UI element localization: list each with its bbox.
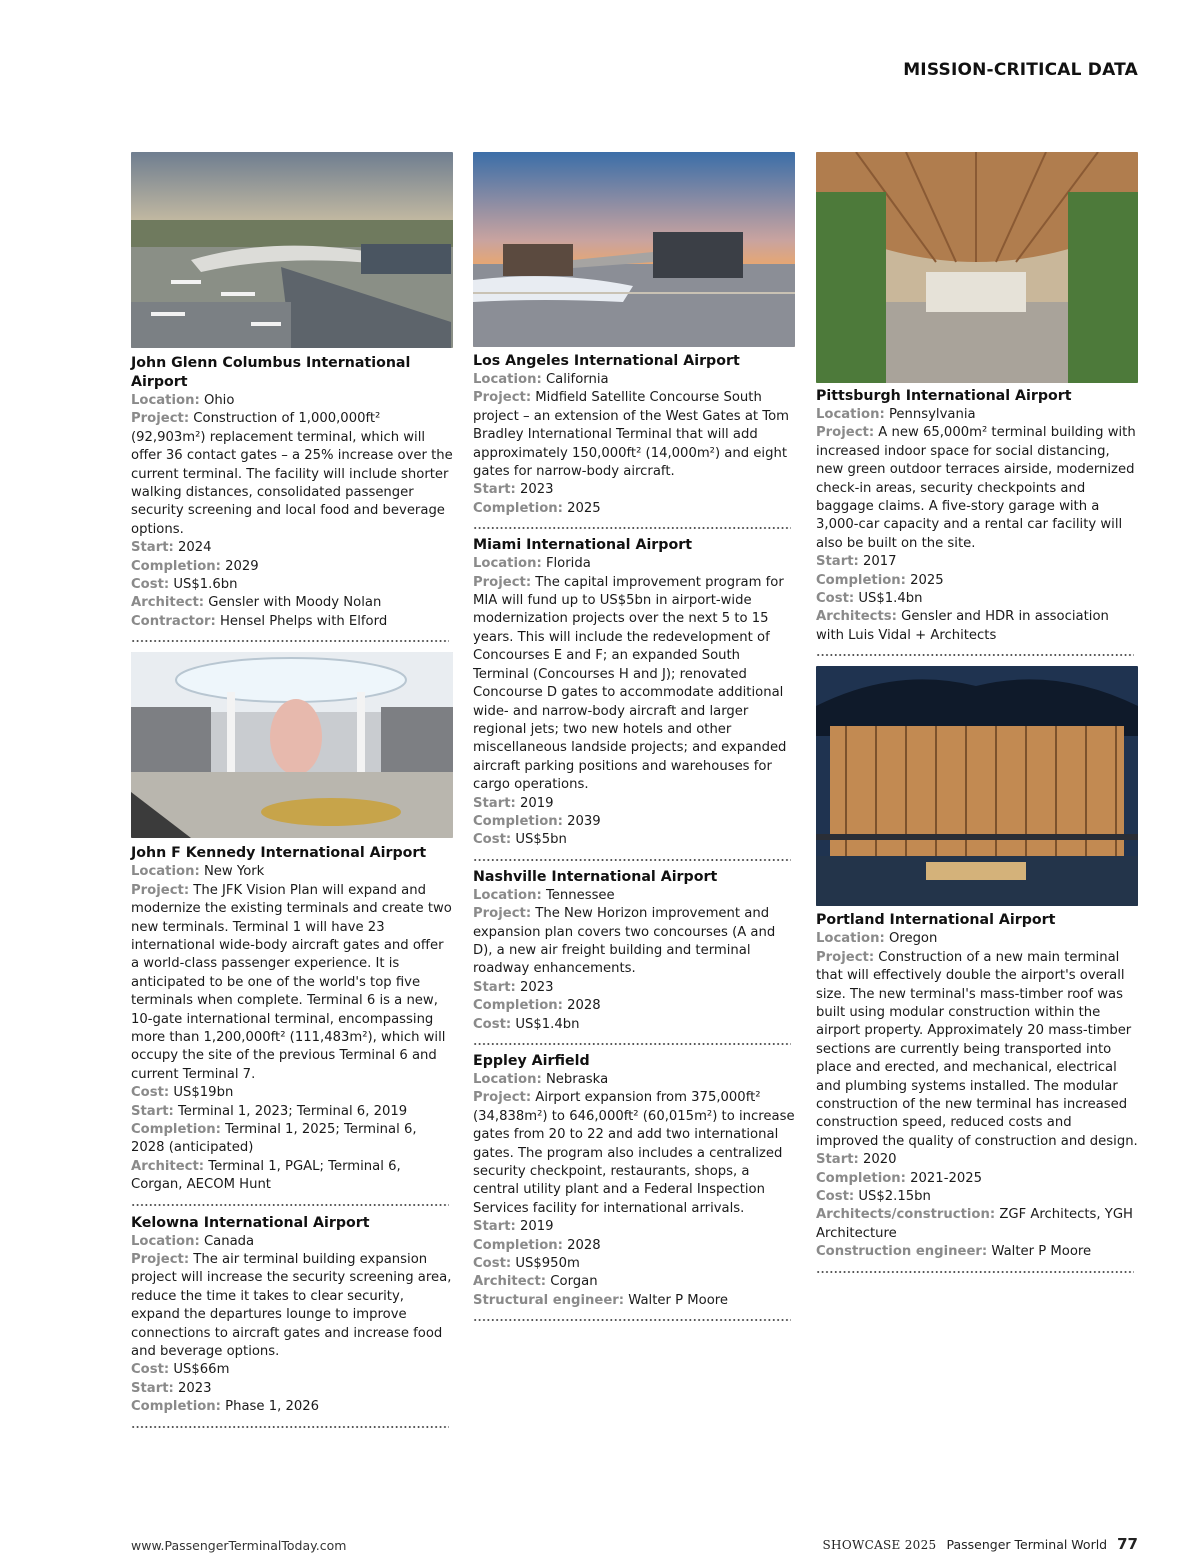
completion-value: Terminal 1, 2025; Terminal 6, 2028 (anticipated) <box>131 1121 417 1156</box>
completion-value: Phase 1, 2026 <box>225 1399 320 1415</box>
entry-title: John F Kennedy International Airport <box>131 845 427 862</box>
cost-value: US$1.4bn <box>515 1016 580 1032</box>
dotted-divider <box>473 1319 791 1321</box>
label-completion: Completion: <box>473 998 563 1014</box>
label-location: Location: <box>473 372 542 387</box>
completion-value: 2021-2025 <box>910 1170 983 1186</box>
project-description: Midfield Satellite Concourse South project – an extension of the West Gates at Tom Bradley International Terminal that will add approximately 150,000ft² (14,000m²) and eight gates for narrow-body aircraft. <box>473 390 790 480</box>
label-architects: Architects: <box>816 609 897 625</box>
entry-title: Nashville International Airport <box>473 868 718 885</box>
entry-title: Kelowna International Airport <box>131 1214 370 1231</box>
label-start: Start: <box>131 1103 174 1119</box>
label-project: Project: <box>131 411 190 427</box>
footer-publication-info <box>823 1535 1138 1553</box>
label-cost: Cost: <box>816 1188 855 1204</box>
dotted-divider <box>473 527 791 529</box>
label-location: Location: <box>131 1233 200 1249</box>
location-value: California <box>545 372 609 387</box>
label-project: Project: <box>473 906 532 922</box>
entry-title: Portland International Airport <box>816 912 1056 929</box>
label-start: Start: <box>473 795 516 811</box>
entry-kelowna <box>131 1214 453 1417</box>
project-description: The air terminal building expansion project will increase the security screening area, reduce the time it takes to clear security, expand the departures lounge to improve connections to aircraft gates and increase food and beverage options. <box>131 1252 452 1360</box>
cost-value: US$19bn <box>173 1085 234 1101</box>
label-completion: Completion: <box>131 558 221 574</box>
entry-title: Los Angeles International Airport <box>473 353 740 369</box>
location-value: Nebraska <box>545 1072 609 1087</box>
start-value: 2017 <box>863 554 897 570</box>
page-number: 77 <box>1117 1535 1138 1553</box>
pittsburgh-terminal-photo <box>816 152 1138 383</box>
completion-value: 2029 <box>225 558 259 574</box>
cost-value: US$1.6bn <box>173 577 238 593</box>
footer-publication: Passenger Terminal World <box>946 1537 1108 1552</box>
column-3 <box>816 152 1138 1273</box>
label-completion: Completion: <box>473 813 563 829</box>
entry-title: Pittsburgh International Airport <box>816 388 1072 404</box>
start-value: Terminal 1, 2023; Terminal 6, 2019 <box>178 1103 408 1119</box>
location-value: Ohio <box>203 393 235 408</box>
footer-showcase: SHOWCASE 2025 <box>822 1538 937 1552</box>
portland-terminal-photo <box>816 666 1138 906</box>
label-construction-engineer: Construction engineer: <box>816 1244 988 1260</box>
column-1 <box>131 152 453 1428</box>
entry-jfk <box>131 844 453 1194</box>
cost-value: US$5bn <box>515 832 567 848</box>
project-description: Airport expansion from 375,000ft² (34,838m²) to 646,000ft² (60,015m²) to increase gates from 20 to 22 and add two international gates. The program also includes a centralized security checkpoint, restaurants, shops, a central utility plant and a Federal Inspection Services facility for international arrivals. <box>473 1090 795 1216</box>
start-value: 2019 <box>520 1219 554 1235</box>
location-value: New York <box>203 864 265 880</box>
label-cost: Cost: <box>131 577 170 593</box>
entry-lax <box>473 352 795 518</box>
label-start: Start: <box>473 1219 516 1235</box>
label-location: Location: <box>473 887 542 903</box>
completion-value: 2025 <box>567 500 601 516</box>
completion-value: 2039 <box>567 813 601 829</box>
location-value: Tennessee <box>545 887 615 903</box>
label-project: Project: <box>131 1252 190 1267</box>
label-cost: Cost: <box>816 591 855 607</box>
location-value: Oregon <box>888 931 938 947</box>
cost-value: US$66m <box>173 1362 230 1378</box>
entry-title: Eppley Airfield <box>473 1053 590 1069</box>
architects-construction-value: ZGF Architects, YGH Architecture <box>816 1207 1133 1241</box>
label-architect: Architect: <box>473 1274 547 1290</box>
entry-title: Miami International Airport <box>473 537 692 554</box>
dotted-divider <box>816 1271 1134 1273</box>
architects-value: Gensler and HDR in association with Luis Vidal + Architects <box>816 609 1109 643</box>
label-completion: Completion: <box>131 1399 221 1415</box>
label-project: Project: <box>473 390 532 406</box>
jfk-terminal-photo <box>131 652 453 838</box>
completion-value: 2028 <box>567 998 601 1014</box>
structural-engineer-value: Walter P Moore <box>628 1292 729 1308</box>
dotted-divider <box>131 1204 449 1206</box>
start-value: 2020 <box>863 1152 897 1168</box>
label-cost: Cost: <box>473 1016 512 1032</box>
project-description: The New Horizon improvement and expansion plan covers two concourses (A and D), a new air freight building and terminal roadway enhancements. <box>473 906 776 977</box>
contractor-value: Hensel Phelps with Elford <box>220 613 388 629</box>
cost-value: US$1.4bn <box>858 591 923 607</box>
label-project: Project: <box>473 574 532 590</box>
architect-value: Gensler with Moody Nolan <box>208 595 382 611</box>
label-start: Start: <box>473 979 516 995</box>
label-cost: Cost: <box>473 1256 512 1272</box>
project-description: Construction of 1,000,000ft² (92,903m²) replacement terminal, which will offer 36 contact gates – a 25% increase over the current terminal. The facility will include shorter walking distances, consolidated passenger security screening and local food and beverage options. <box>131 411 453 537</box>
label-location: Location: <box>816 931 885 947</box>
start-value: 2024 <box>178 540 212 556</box>
label-project: Project: <box>816 425 875 441</box>
dotted-divider <box>816 654 1134 656</box>
label-completion: Completion: <box>473 1237 563 1253</box>
entry-pittsburgh <box>816 387 1138 645</box>
dotted-divider <box>131 1426 449 1428</box>
entry-columbus <box>131 354 453 631</box>
label-completion: Completion: <box>131 1121 221 1137</box>
start-value: 2023 <box>520 482 554 498</box>
label-start: Start: <box>473 482 516 498</box>
entry-portland <box>816 911 1138 1261</box>
location-value: Florida <box>545 556 591 572</box>
label-completion: Completion: <box>816 572 906 588</box>
start-value: 2023 <box>178 1380 212 1396</box>
architect-value: Terminal 1, PGAL; Terminal 6, Corgan, AECOM Hunt <box>131 1158 401 1193</box>
location-value: Pennsylvania <box>888 407 976 422</box>
label-location: Location: <box>473 556 542 572</box>
dotted-divider <box>473 1043 791 1045</box>
label-location: Location: <box>131 864 200 880</box>
label-start: Start: <box>131 540 174 556</box>
label-project: Project: <box>473 1090 532 1106</box>
label-cost: Cost: <box>131 1085 170 1101</box>
location-value: Canada <box>203 1233 255 1249</box>
label-start: Start: <box>131 1380 174 1396</box>
completion-value: 2025 <box>910 572 944 588</box>
label-start: Start: <box>816 1152 859 1168</box>
label-structural-engineer: Structural engineer: <box>473 1292 625 1308</box>
column-2 <box>473 152 795 1321</box>
start-value: 2023 <box>520 979 554 995</box>
label-location: Location: <box>473 1072 542 1087</box>
label-completion: Completion: <box>816 1170 906 1186</box>
label-cost: Cost: <box>473 832 512 848</box>
dotted-divider <box>131 640 449 642</box>
entry-nashville <box>473 868 795 1034</box>
footer-website: www.PassengerTerminalToday.com <box>131 1538 347 1553</box>
project-description: The capital improvement program for MIA will fund up to US$5bn in airport-wide modernization projects over the next 5 to 15 years. This will include the redevelopment of Concourses E and F; an expanded South Terminal (Concourses H and J); renovated Concourse D gates to accommodate additional wide- and narrow-body aircraft and larger regional jets; two new hotels and other miscellaneous landside projects; and expanded aircraft parking positions and warehouses for cargo operations. <box>473 574 787 793</box>
label-project: Project: <box>131 882 190 898</box>
label-contractor: Contractor: <box>131 613 216 629</box>
cost-value: US$2.15bn <box>858 1188 931 1204</box>
entry-miami <box>473 536 795 850</box>
completion-value: 2028 <box>567 1237 601 1253</box>
label-architect: Architect: <box>131 595 205 611</box>
section-header: MISSION-CRITICAL DATA <box>903 60 1138 80</box>
label-architect: Architect: <box>131 1158 205 1174</box>
cost-value: US$950m <box>515 1256 580 1272</box>
entry-title: John Glenn Columbus International Airport <box>131 355 411 390</box>
start-value: 2019 <box>520 795 554 811</box>
label-project: Project: <box>816 949 875 965</box>
label-architects-construction: Architects/construction: <box>816 1207 996 1223</box>
columbus-terminal-photo <box>131 152 453 348</box>
lax-concourse-photo <box>473 152 795 347</box>
entry-eppley <box>473 1052 795 1310</box>
label-start: Start: <box>816 554 859 570</box>
label-cost: Cost: <box>131 1362 170 1378</box>
project-description: The JFK Vision Plan will expand and modernize the existing terminals and create two new terminals. Terminal 1 will have 23 international wide-body aircraft gates and offer a world-class passenger experience. It is anticipated to be one of the world's top five terminals when complete. Terminal 6 is a new, 10-gate international terminal, encompassing more than 1,200,000ft² (111,483m²), which will occupy the site of the previous Terminal 6 and current Terminal 7. <box>131 882 452 1082</box>
label-completion: Completion: <box>473 500 563 516</box>
dotted-divider <box>473 859 791 861</box>
project-description: Construction of a new main terminal that will effectively double the airport's overall size. The new terminal's mass-timber roof was built using modular construction within the airport property. Approximately 20 mass-timber sections are currently being transported into place and erected, and mechanical, electrical and plumbing systems installed. The modular construction of the new terminal has increased construction speed, reduced costs and improved the quality of construction and design. <box>816 949 1138 1149</box>
label-location: Location: <box>816 407 885 422</box>
construction-engineer-value: Walter P Moore <box>991 1244 1092 1260</box>
project-description: A new 65,000m² terminal building with increased indoor space for social distancing, new green outdoor terraces airside, modernized check-in areas, security checkpoints and baggage claims. A five-story garage with a 3,000-car capacity and a rental car facility will also be built on the site. <box>816 425 1136 551</box>
architect-value: Corgan <box>550 1274 598 1290</box>
label-location: Location: <box>131 393 200 408</box>
